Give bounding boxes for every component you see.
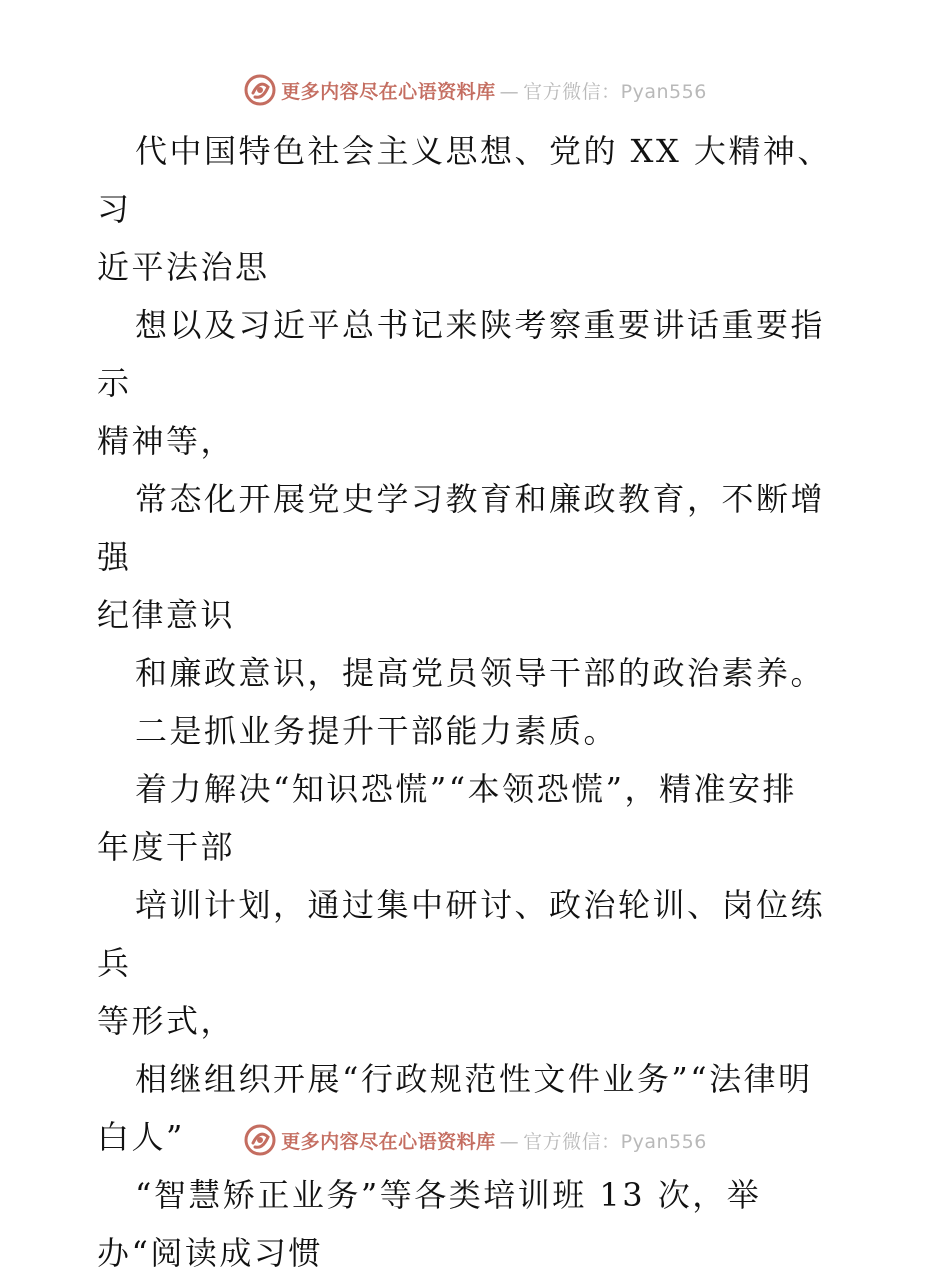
watermark-brand: 更多内容尽在心语资料库 [281,80,496,103]
watermark-dash: — [499,80,520,103]
paragraph-line: 着力解决“知识恐慌”“本领恐慌”，精准安排 [135,770,797,808]
header-watermark [0,70,950,110]
paragraph [97,760,857,876]
watermark-text [281,1127,707,1154]
watermark-dash: — [499,1130,520,1153]
paragraph-line: “智慧矫正业务”等各类培训班 13 次，举 [135,1176,762,1214]
watermark-contact: 官方微信：Pyan556 [523,80,707,103]
paragraph-line: 培训计划，通过集中研讨、政治轮训、岗位练兵 [97,886,826,982]
swirl-logo-icon [243,73,277,107]
paragraph-line: 和廉政意识，提高党员领导干部的政治素养。 [135,654,826,692]
paragraph [97,470,857,644]
watermark-text [281,77,707,104]
paragraph [97,296,857,470]
paragraph-continuation: 近平法治思 [97,248,270,286]
paragraph-continuation: 等形式， [97,1002,236,1040]
paragraph-line: 代中国特色社会主义思想、党的 XX 大精神、习 [97,132,832,228]
paragraph [97,644,857,702]
paragraph-continuation: 年度干部 [97,828,236,866]
paragraph [97,876,857,1050]
swirl-logo-icon [243,1123,277,1157]
document-body [97,122,857,1282]
paragraph-continuation: 白人” [97,1118,185,1156]
paragraph-continuation: 纪律意识 [97,596,236,634]
paragraph [97,702,857,760]
footer-watermark [0,1120,950,1160]
paragraph-line: 二是抓业务提升干部能力素质。 [135,712,619,750]
paragraph-line: 常态化开展党史学习教育和廉政教育，不断增强 [97,480,826,576]
paragraph-continuation: 办“阅读成习惯 [97,1234,323,1272]
watermark-contact: 官方微信：Pyan556 [523,1130,707,1153]
paragraph-line: 相继组织开展“行政规范性文件业务”“法律明 [135,1060,813,1098]
paragraph-line: 想以及习近平总书记来陕考察重要讲话重要指示 [97,306,826,402]
paragraph-continuation: 精神等， [97,422,236,460]
paragraph [97,122,857,296]
paragraph [97,1166,857,1282]
watermark-brand: 更多内容尽在心语资料库 [281,1130,496,1153]
